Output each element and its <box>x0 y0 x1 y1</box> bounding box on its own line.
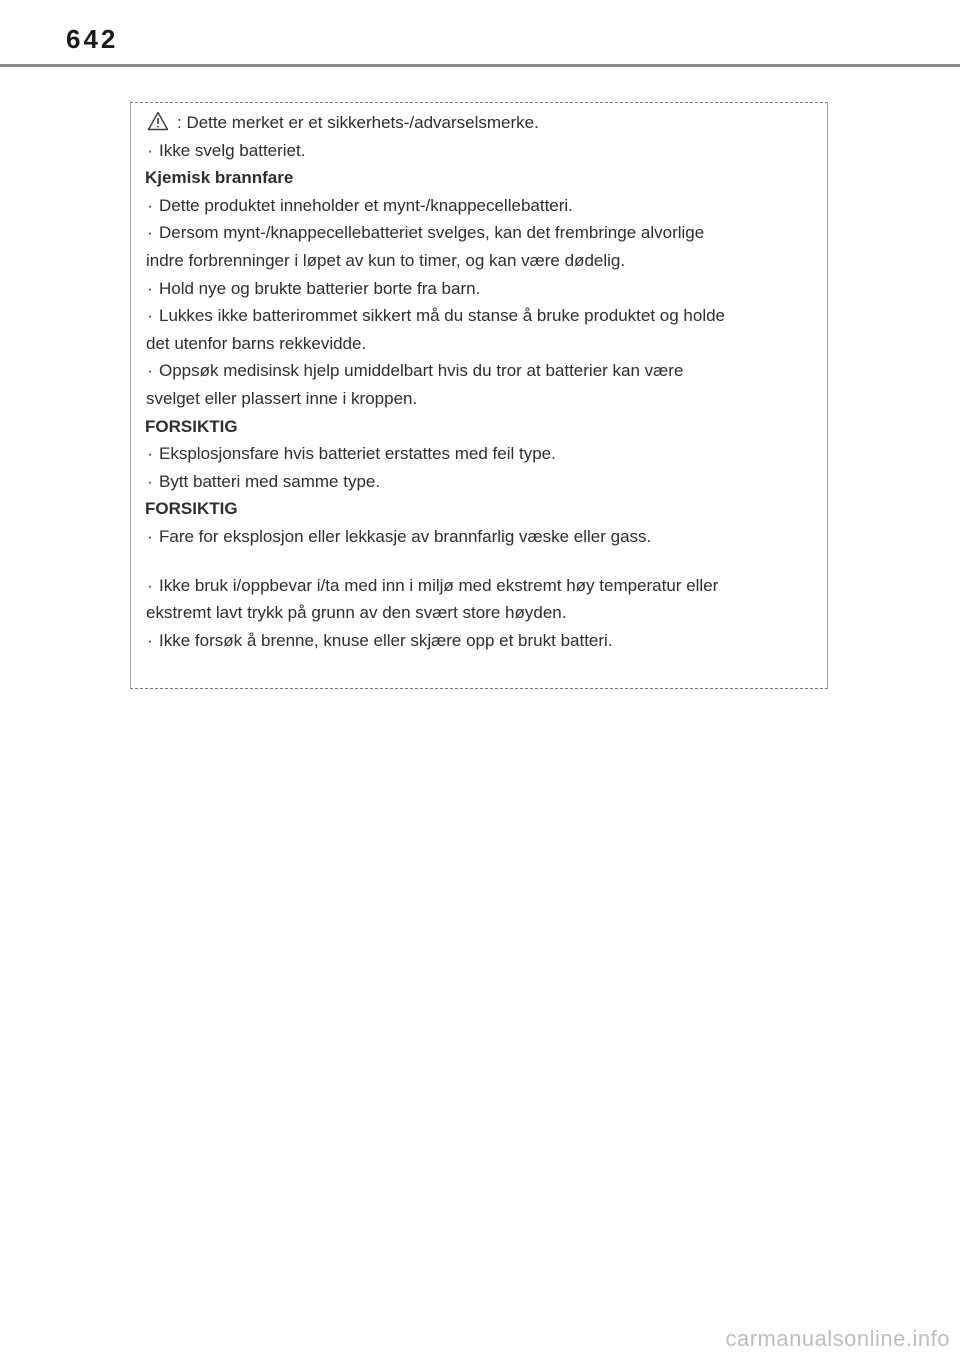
line-text: Bytt batteri med samme type. <box>159 471 381 491</box>
bullet-item <box>145 357 813 385</box>
line-text: Fare for eksplosjon eller lekkasje av brannfarlig væske eller gass. <box>159 526 652 546</box>
bullet-item <box>145 302 813 330</box>
bullet-item <box>145 137 813 165</box>
bullet-dot-icon: · <box>147 630 153 650</box>
continuation-line <box>145 599 813 627</box>
continuation-line <box>145 247 813 275</box>
warning-triangle-icon <box>147 111 169 140</box>
line-text: Lukkes ikke batterirommet sikkert må du stanse å bruke produktet og holde <box>159 306 726 326</box>
line-text: Ikke forsøk å brenne, knuse eller skjære opp et brukt batteri. <box>159 630 613 650</box>
symbol-note-text: : Dette merket er et sikkerhets-/advarselsmerke. <box>177 113 539 132</box>
line-text: Hold nye og brukte batterier borte fra barn. <box>159 278 481 298</box>
bullet-dot-icon: · <box>147 140 153 160</box>
header-rule <box>0 64 960 67</box>
symbol-note-line <box>145 109 813 137</box>
section-heading <box>145 413 813 441</box>
bullet-dot-icon: · <box>147 306 153 326</box>
bullet-dot-icon: · <box>147 444 153 464</box>
watermark: carmanualsonline.info <box>725 1326 950 1351</box>
line-text: FORSIKTIG <box>145 499 238 519</box>
bullet-dot-icon: · <box>147 471 153 491</box>
bullet-dot-icon: · <box>147 526 153 546</box>
bullet-item <box>145 627 813 655</box>
bullet-item <box>145 192 813 220</box>
bullet-item <box>145 468 813 496</box>
line-text: Ikke bruk i/oppbevar i/ta med inn i miljø med ekstremt høy temperatur eller <box>159 575 719 595</box>
bullet-item <box>145 523 813 551</box>
continuation-line <box>145 330 813 358</box>
bullet-item <box>145 219 813 247</box>
line-text: det utenfor barns rekkevidde. <box>146 333 367 353</box>
bullet-dot-icon: · <box>147 223 153 243</box>
bullet-item <box>145 440 813 468</box>
line-text: indre forbrenninger i løpet av kun to timer, og kan være dødelig. <box>146 250 626 270</box>
section-heading <box>145 495 813 523</box>
line-text: FORSIKTIG <box>145 416 238 436</box>
bullet-dot-icon: · <box>147 575 153 595</box>
battery-warning-label <box>130 102 828 689</box>
line-text: Dette produktet inneholder et mynt-/knappecellebatteri. <box>159 195 573 215</box>
line-text: Dersom mynt-/knappecellebatteriet svelges, kan det frembringe alvorlige <box>159 223 705 243</box>
line-text: Eksplosjonsfare hvis batteriet erstattes med feil type. <box>159 444 556 464</box>
line-text: Ikke svelg batteriet. <box>159 140 306 160</box>
label-lines <box>145 137 813 655</box>
label-content <box>145 109 813 654</box>
line-text: Oppsøk medisinsk hjelp umiddelbart hvis du tror at batterier kan være <box>159 361 684 381</box>
line-text: svelget eller plassert inne i kroppen. <box>146 388 418 408</box>
bullet-item <box>145 572 813 600</box>
section-heading <box>145 164 813 192</box>
line-text: Kjemisk brannfare <box>145 168 294 188</box>
bullet-dot-icon: · <box>147 278 153 298</box>
line-text: ekstremt lavt trykk på grunn av den svært store høyden. <box>146 603 567 623</box>
bullet-dot-icon: · <box>147 361 153 381</box>
bullet-item <box>145 275 813 303</box>
continuation-line <box>145 385 813 413</box>
spacer <box>145 551 813 572</box>
bullet-dot-icon: · <box>147 195 153 215</box>
page-number: 642 <box>66 24 119 54</box>
